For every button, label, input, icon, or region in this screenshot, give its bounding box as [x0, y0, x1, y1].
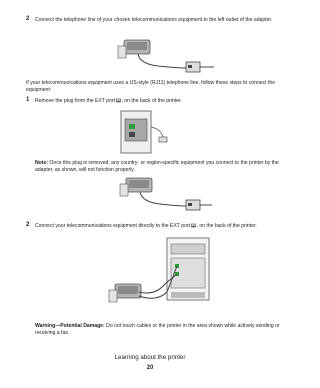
step-number: 1 [26, 97, 30, 103]
printer-back-icon [167, 238, 209, 300]
adapter-icon [186, 200, 200, 210]
telephone-icon [109, 284, 141, 302]
footer-title: Learning about the printer [114, 354, 186, 361]
telephone-icon [118, 40, 150, 58]
warning-text: Warning—Potential Damage: Do not touch cables or the printer in the area shown while actively sending or receiving a fax. [35, 323, 280, 336]
remove-plug-illustration [115, 109, 175, 154]
step-text: Remove the plug from the EXT port , on the back of the printer. [35, 97, 182, 104]
step-text: Connect the telephone line of your chosen telecommunications equipment to the left outlet of the adapter. [35, 16, 273, 23]
step-text: Connect your telecommunications equipment directly to the EXT port , on the back of the printer. [35, 222, 257, 229]
adapter-icon [186, 62, 200, 72]
step-number: 2 [26, 16, 30, 22]
step-number: 2 [26, 222, 30, 228]
printer-back-icon [121, 111, 151, 153]
direct-connection-illustration [105, 234, 215, 309]
phone-adapter-illustration-2 [112, 174, 217, 214]
telephone-icon [120, 178, 152, 196]
phone-adapter-illustration [108, 36, 218, 76]
note-text: Note: Once this plug is removed, any country- or region-specific equipment you connect to the printer by the adapter, as shown, will not function properly. [35, 160, 279, 173]
page-number: 20 [146, 365, 154, 371]
intro-text: If your telecommunications equipment uses a US-style (RJ11) telephone line, follow these steps to connect the equipment: [26, 80, 276, 93]
